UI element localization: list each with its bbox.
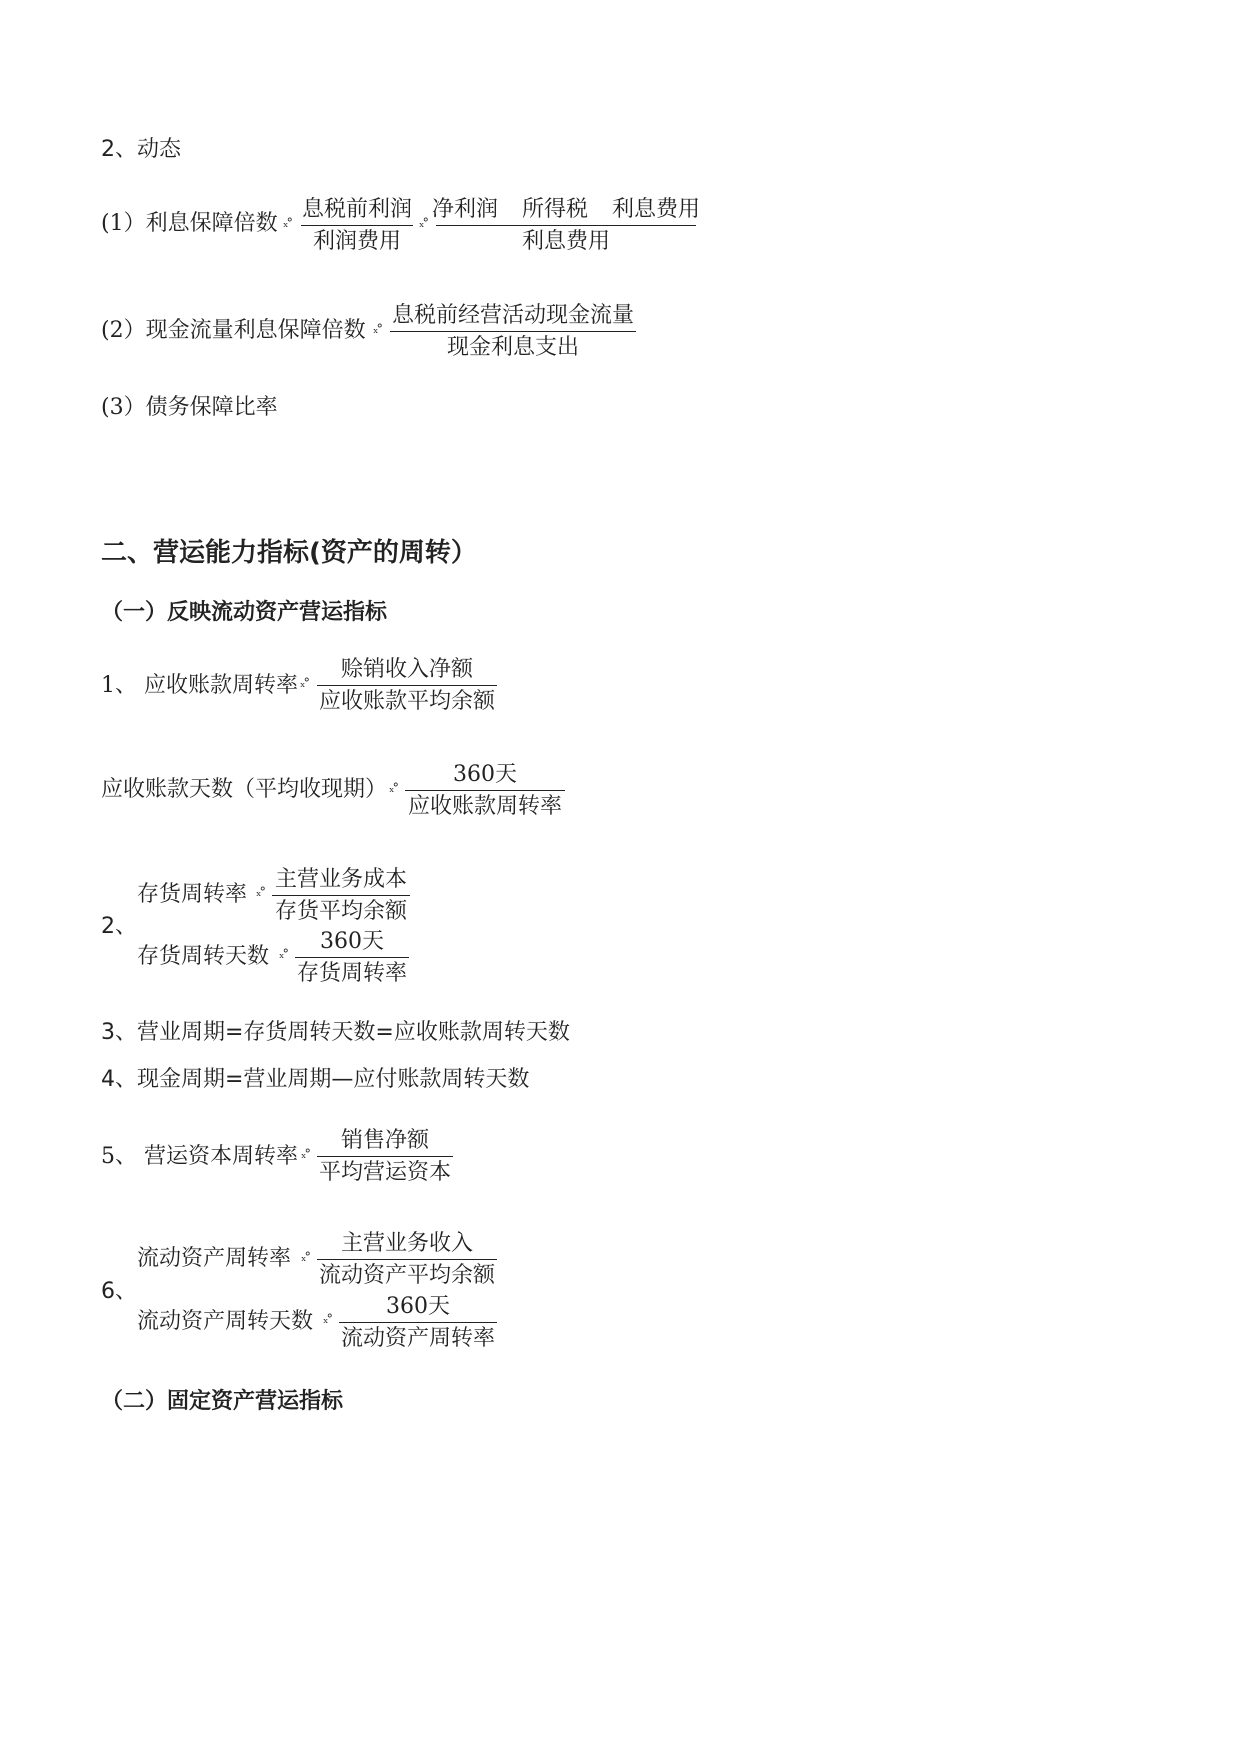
fraction-working-capital-turnover — [317, 1127, 453, 1187]
fraction-netincome-tax-interest — [431, 196, 701, 256]
numerator: 360天 — [453, 762, 517, 787]
fraction-bar — [436, 225, 696, 226]
fraction-bar — [272, 895, 410, 896]
fraction-bar — [317, 685, 497, 686]
term-interest-expense: 利息费用 — [612, 197, 701, 222]
current-asset-turnover-label: 流动资产周转率 — [137, 1246, 292, 1271]
interest-coverage-label: (1）利息保障倍数 — [101, 211, 278, 236]
fraction-bar — [301, 225, 413, 226]
fraction-inventory-days — [295, 928, 409, 988]
receivable-days-label: 应收账款天数（平均收现期） — [101, 777, 388, 802]
equals-symbol: ₓ° — [256, 885, 265, 900]
numerator: 赊销收入净额 — [340, 657, 473, 682]
denominator: 应收账款周转率 — [407, 794, 562, 819]
subheading-current-assets: （一）反映流动资产营运指标 — [101, 600, 388, 625]
numerator: 销售净额 — [340, 1128, 429, 1153]
section-heading-dynamic: 2、动态 — [101, 137, 181, 162]
numerator: 息税前经营活动现金流量 — [392, 303, 635, 328]
inventory-days-label: 存货周转天数 — [137, 944, 270, 969]
numerator — [430, 196, 702, 224]
denominator: 利息费用 — [521, 229, 610, 254]
numerator: 主营业务收入 — [340, 1231, 473, 1256]
denominator: 存货平均余额 — [274, 899, 407, 924]
receivables-turnover-label: 1、 应收账款周转率 — [101, 673, 298, 698]
debt-coverage-label: (3）债务保障比率 — [101, 395, 278, 420]
denominator: 存货周转率 — [297, 961, 408, 986]
term-income-tax: 所得税 — [522, 197, 589, 222]
cash-cycle-formula: 4、现金周期=营业周期—应付账款周转天数 — [101, 1067, 530, 1092]
numerator: 主营业务成本 — [274, 867, 407, 892]
operating-cycle-formula: 3、营业周期=存货周转天数=应收账款周转天数 — [101, 1020, 570, 1045]
denominator: 流动资产平均余额 — [319, 1263, 496, 1288]
term-net-income: 净利润 — [431, 197, 498, 222]
equals-symbol: ₓ° — [301, 1250, 310, 1265]
current-asset-days-label: 流动资产周转天数 — [137, 1309, 314, 1334]
equals-symbol: ₓ° — [389, 781, 398, 796]
denominator: 现金利息支出 — [446, 335, 579, 360]
subheading-fixed-assets: （二）固定资产营运指标 — [101, 1389, 344, 1414]
cash-interest-coverage-label: (2）现金流量利息保障倍数 — [101, 318, 366, 343]
working-capital-turnover-label: 5、 营运资本周转率 — [101, 1144, 298, 1169]
equals-symbol: ₓ° — [279, 947, 288, 962]
denominator: 流动资产周转率 — [341, 1326, 496, 1351]
equals-symbol: ₓ° — [419, 216, 428, 231]
numerator: 360天 — [320, 929, 384, 954]
inventory-turnover-label: 存货周转率 — [137, 882, 248, 907]
item-index-2: 2、 — [101, 914, 137, 939]
fraction-current-asset-turnover — [317, 1230, 497, 1290]
numerator: 息税前利润 — [302, 197, 413, 222]
fraction-inventory-turnover — [272, 866, 410, 926]
fraction-bar — [390, 331, 636, 332]
fraction-bar — [295, 957, 409, 958]
fraction-ebit-over-interest — [301, 196, 413, 256]
section-heading-operating-capacity: 二、营运能力指标(资产的周转） — [101, 538, 477, 568]
numerator: 360天 — [386, 1294, 450, 1319]
fraction-bar — [339, 1322, 497, 1323]
fraction-bar — [405, 790, 565, 791]
equals-symbol: ₓ° — [300, 676, 309, 691]
denominator: 应收账款平均余额 — [319, 689, 496, 714]
fraction-bar — [317, 1156, 453, 1157]
equals-symbol: ₓ° — [323, 1312, 332, 1327]
fraction-current-asset-days — [339, 1293, 497, 1353]
equals-symbol: ₓ° — [373, 322, 382, 337]
fraction-operating-cashflow-over-interest — [390, 302, 636, 362]
item-index-6: 6、 — [101, 1279, 137, 1304]
equals-symbol: ₓ° — [301, 1147, 310, 1162]
fraction-bar — [317, 1259, 497, 1260]
fraction-receivable-days — [405, 761, 565, 821]
denominator: 平均营运资本 — [319, 1160, 452, 1185]
denominator: 利润费用 — [312, 229, 401, 254]
fraction-receivables-turnover — [317, 656, 497, 716]
equals-symbol: ₓ° — [283, 216, 292, 231]
